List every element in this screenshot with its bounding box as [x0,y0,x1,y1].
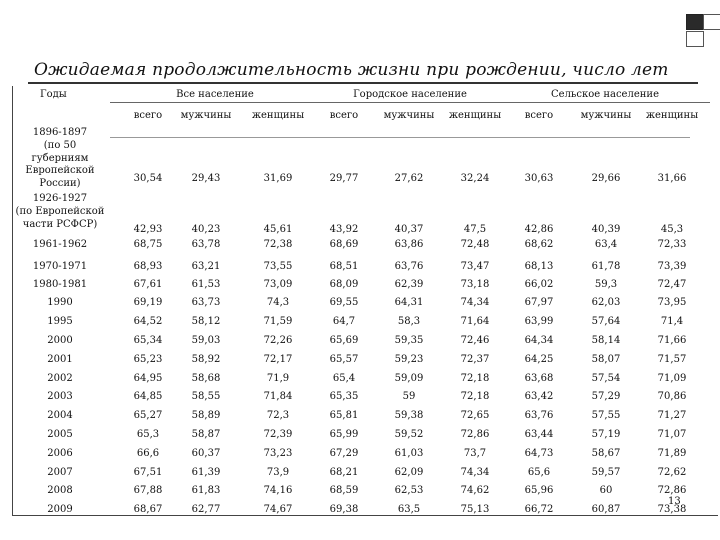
table-cell: 67,61 [133,279,163,290]
table-cell: 74,62 [460,485,490,496]
table-cell: 62,53 [394,485,424,496]
row-label: 2001 [47,354,73,365]
table-cell: 67,97 [524,297,554,308]
table-cell: 58,14 [591,335,621,346]
table-cell: 72,86 [460,429,490,440]
row-label: 2006 [47,448,73,459]
table-cell: 40,37 [394,224,424,235]
table-cell: 73,95 [657,297,687,308]
table-cell: 59,03 [191,335,221,346]
table-cell: 58,68 [191,373,221,384]
table-cell: 71,66 [657,335,687,346]
row-label: 1926-1927 (по Европейской части РСФСР) [15,193,105,230]
table-cell: 60 [599,485,613,496]
table-cell: 29,66 [591,173,621,184]
table-cell: 67,88 [133,485,163,496]
table-cell: 61,39 [191,467,221,478]
table-cell: 64,25 [524,354,554,365]
decorative-square-outline [686,31,704,47]
table-cell: 61,53 [191,279,221,290]
table-cell: 58,3 [397,316,421,327]
table-cell: 59,57 [591,467,621,478]
table-cell: 72,39 [263,429,293,440]
row-label: 1896-1897 (по 50 губерниям Европейской России) [25,127,95,190]
table-cell: 58,67 [591,448,621,459]
table-cell: 57,55 [591,410,621,421]
table-cell: 57,64 [591,316,621,327]
table-cell: 31,66 [657,173,687,184]
table-cell: 67,51 [133,467,163,478]
table-cell: 65,23 [133,354,163,365]
table-cell: 63,42 [524,391,554,402]
row-label: 2002 [47,373,73,384]
table-cell: 42,86 [524,224,554,235]
table-cell: 40,23 [191,224,221,235]
table-cell: 59,09 [394,373,424,384]
table-cell: 65,3 [136,429,160,440]
table-cell: 74,3 [266,297,290,308]
table-cell: 68,59 [329,485,359,496]
row-label: 1961-1962 [32,239,88,250]
table-cell: 73,18 [460,279,490,290]
row-label: 2009 [47,504,73,515]
years-header: Годы [40,89,67,100]
table-cell: 64,85 [133,391,163,402]
table-cell: 66,6 [136,448,160,459]
table-cell: 63,99 [524,316,554,327]
row-label: 2007 [47,467,73,478]
table-cell: 30,63 [524,173,554,184]
row-label: 2000 [47,335,73,346]
table-cell: 74,67 [263,504,293,515]
table-cell: 71,09 [657,373,687,384]
table-cell: 58,92 [191,354,221,365]
table-cell: 68,67 [133,504,163,515]
page-number: 13 [668,496,681,507]
table-cell: 68,09 [329,279,359,290]
table-cell: 45,3 [660,224,684,235]
table-cell: 75,13 [460,504,490,515]
table-cell: 73,38 [657,504,687,515]
table-cell: 61,78 [591,261,621,272]
table-cell: 63,4 [594,239,618,250]
table-cell: 57,19 [591,429,621,440]
column-header: всего [329,110,359,121]
table-cell: 58,07 [591,354,621,365]
table-cell: 57,54 [591,373,621,384]
table-cell: 72,86 [657,485,687,496]
table-cell: 60,87 [591,504,621,515]
table-cell: 68,13 [524,261,554,272]
column-header: всего [133,110,163,121]
page-title: Ожидаемая продолжительность жизни при рождении, число лет [34,60,669,80]
table-cell: 61,03 [394,448,424,459]
row-label: 1980-1981 [32,279,88,290]
table-cell: 74,16 [263,485,293,496]
table-cell: 69,38 [329,504,359,515]
table-cell: 72,18 [460,391,490,402]
row-label: 2005 [47,429,73,440]
table-cell: 65,6 [527,467,551,478]
table-cell: 58,12 [191,316,221,327]
table-cell: 71,84 [263,391,293,402]
table-cell: 72,48 [460,239,490,250]
column-header: женщины [251,110,305,121]
table-cell: 65,69 [329,335,359,346]
table-cell: 73,55 [263,261,293,272]
table-cell: 72,17 [263,354,293,365]
table-cell: 72,65 [460,410,490,421]
table-cell: 72,38 [263,239,293,250]
table-cell: 31,69 [263,173,293,184]
table-cell: 71,07 [657,429,687,440]
title-underline [28,82,698,84]
table-cell: 58,87 [191,429,221,440]
table-cell: 62,03 [591,297,621,308]
header-group-divider [110,102,710,103]
table-cell: 62,77 [191,504,221,515]
table-cell: 65,96 [524,485,554,496]
table-cell: 73,23 [263,448,293,459]
table-cell: 32,24 [460,173,490,184]
table-cell: 42,93 [133,224,163,235]
table-cell: 63,76 [524,410,554,421]
table-cell: 68,75 [133,239,163,250]
table-cell: 72,3 [266,410,290,421]
column-header: мужчины [180,110,232,121]
row-label: 1995 [47,316,73,327]
table-cell: 59,35 [394,335,424,346]
table-cell: 71,89 [657,448,687,459]
table-cell: 72,26 [263,335,293,346]
group-header-urban: Городское население [353,89,467,100]
table-cell: 73,9 [266,467,290,478]
table-cell: 63,68 [524,373,554,384]
table-cell: 74,34 [460,467,490,478]
table-cell: 61,83 [191,485,221,496]
table-cell: 65,4 [332,373,356,384]
table-cell: 68,62 [524,239,554,250]
group-header-all: Все население [176,89,254,100]
table-cell: 73,09 [263,279,293,290]
table-cell: 72,33 [657,239,687,250]
table-cell: 59,3 [594,279,618,290]
table-cell: 45,61 [263,224,293,235]
table-cell: 64,73 [524,448,554,459]
table-cell: 63,78 [191,239,221,250]
decorative-square-dark [686,14,704,30]
table-cell: 72,37 [460,354,490,365]
table-cell: 69,19 [133,297,163,308]
table-cell: 63,5 [397,504,421,515]
group-header-rural: Сельское население [551,89,659,100]
table-cell: 71,57 [657,354,687,365]
table-cell: 73,47 [460,261,490,272]
table-cell: 73,39 [657,261,687,272]
column-header: мужчины [383,110,435,121]
table-cell: 72,62 [657,467,687,478]
table-cell: 68,69 [329,239,359,250]
table-cell: 64,31 [394,297,424,308]
table-cell: 60,37 [191,448,221,459]
table-cell: 63,76 [394,261,424,272]
table-cell: 71,27 [657,410,687,421]
table-cell: 59 [402,391,416,402]
table-cell: 65,27 [133,410,163,421]
table-cell: 57,29 [591,391,621,402]
table-cell: 74,34 [460,297,490,308]
table-cell: 70,86 [657,391,687,402]
table-cell: 47,5 [463,224,487,235]
table-cell: 30,54 [133,173,163,184]
table-cell: 63,86 [394,239,424,250]
table-cell: 27,62 [394,173,424,184]
table-cell: 59,38 [394,410,424,421]
table-cell: 43,92 [329,224,359,235]
table-cell: 69,55 [329,297,359,308]
row-label: 1990 [47,297,73,308]
table-cell: 71,64 [460,316,490,327]
row-label: 2008 [47,485,73,496]
decorative-square-outline [703,14,720,30]
table-cell: 68,21 [329,467,359,478]
table-cell: 67,29 [329,448,359,459]
table-cell: 73,7 [463,448,487,459]
table-cell: 65,57 [329,354,359,365]
table-cell: 29,77 [329,173,359,184]
column-header: мужчины [580,110,632,121]
table-cell: 68,51 [329,261,359,272]
table-cell: 72,46 [460,335,490,346]
table-cell: 59,52 [394,429,424,440]
table-cell: 59,23 [394,354,424,365]
table-cell: 63,44 [524,429,554,440]
table-cell: 65,99 [329,429,359,440]
table-cell: 63,21 [191,261,221,272]
table-cell: 71,4 [660,316,684,327]
table-cell: 58,55 [191,391,221,402]
table-cell: 63,73 [191,297,221,308]
table-cell: 62,09 [394,467,424,478]
table-cell: 71,59 [263,316,293,327]
table-cell: 65,34 [133,335,163,346]
table-cell: 68,93 [133,261,163,272]
table-cell: 65,35 [329,391,359,402]
table-cell: 62,39 [394,279,424,290]
row-label: 1970-1971 [32,261,88,272]
table-cell: 65,81 [329,410,359,421]
row-label: 2003 [47,391,73,402]
table-cell: 40,39 [591,224,621,235]
table-cell: 71,9 [266,373,290,384]
table-cell: 64,7 [332,316,356,327]
table-cell: 64,95 [133,373,163,384]
table-cell: 72,47 [657,279,687,290]
table-cell: 58,89 [191,410,221,421]
column-header: женщины [645,110,699,121]
table-cell: 66,72 [524,504,554,515]
table-cell: 64,52 [133,316,163,327]
row-label: 2004 [47,410,73,421]
table-cell: 66,02 [524,279,554,290]
table-cell: 72,18 [460,373,490,384]
table-cell: 64,34 [524,335,554,346]
header-bottom-rule [110,137,690,138]
column-header: женщины [448,110,502,121]
table-cell: 29,43 [191,173,221,184]
column-header: всего [524,110,554,121]
